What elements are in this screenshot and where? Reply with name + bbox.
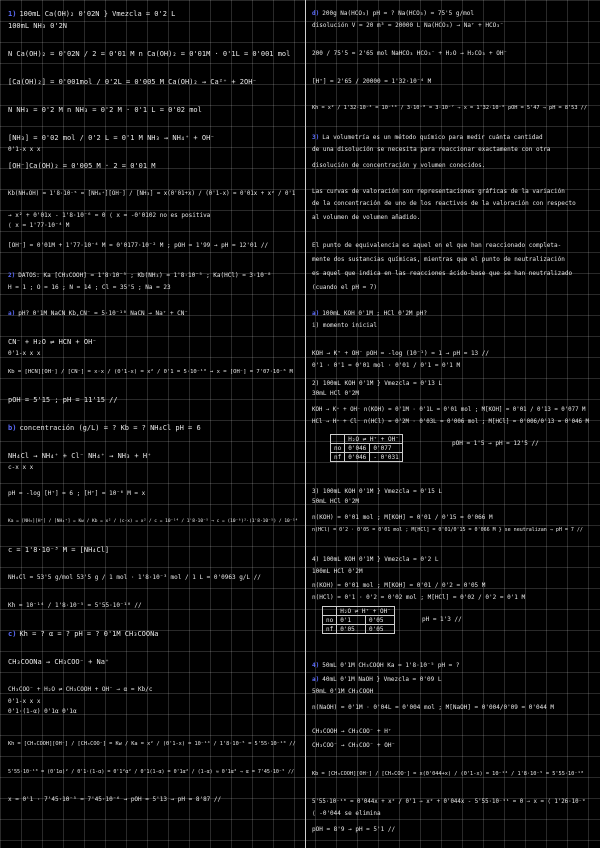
note-line: HCl → H⁺ + Cl⁻ n(HCl) = 0'2M · 0'03L = 0'006 mol ; M[HCl] = 0'006/0'13 = 0'046 M: [312, 419, 589, 425]
note-line: CH₃COOH → CH₃COO⁻ + H⁺: [312, 728, 392, 735]
note-line: x = 0'1 · 7'45·10⁻⁵ = 7'45·10⁻⁶ → pOH = 5'13 → pH = 8'87 //: [8, 796, 222, 803]
note-line: (cuando el pH = 7): [312, 284, 378, 291]
note-line: i) momento inicial: [312, 322, 378, 329]
note-line: CH₃COO⁻ → CH₃COO⁻ + OH⁻: [312, 742, 396, 749]
note-line: 30mL HCl 0'2M: [312, 390, 359, 397]
note-line: ⟨ x = 1'77·10⁻⁴ M: [8, 222, 70, 229]
note-line: N NH₃ = 0'2 M n NH₃ = 0'2 M · 0'1 L = 0'02 mol: [8, 106, 202, 114]
note-line: 4) 100mL KOH 0'1M } Vmezcla = 0'2 L: [312, 556, 439, 563]
note-line: al volumen de volumen añadido.: [312, 214, 421, 221]
note-line: es aquel que indica en las reacciones ácido-base que se han neutralizado: [312, 270, 573, 277]
note-line: 100mL HCl 0'2M: [312, 568, 363, 575]
note-line: [OH⁻]Ca(OH)₂ = 0'005 M · 2 = 0'01 M: [8, 162, 156, 170]
note-line: c-x x x: [8, 464, 34, 471]
note-line: Kb = [HCN][OH⁻] / [CN⁻] = x·x / (0'1-x) = x² / 0'1 = 5·10⁻¹⁰ → x = [OH⁻] = 7'07·10⁻⁶ M: [8, 369, 293, 375]
note-line: 2) DATOS: Ka [CH₃COOH] = 1'8·10⁻⁵ ; Kb(NH₃) = 1'8·10⁻⁵ ; Ka(HCl) = 3·10⁻⁸: [8, 272, 272, 279]
note-line: disolución de concentración y volumen conocidos.: [312, 162, 486, 169]
note-line: pH = -log [H⁺] = 6 ; [H⁺] = 10⁻⁶ M = x: [8, 490, 146, 497]
note-line: 3) La volumetría es un método químico para medir cuánta cantidad: [312, 134, 543, 141]
note-line: Ka = [NH₃][H⁺] / [NH₄⁺] = Kw / Kb = x² / (c-x) = x² / c = 10⁻¹⁴ / 1'8·10⁻⁵ → c = (10⁻⁶)²·(1'8·10⁻⁵) / 10⁻¹⁴: [8, 519, 298, 524]
note-line: Kb(NH₄OH) = 1'8·10⁻⁵ = [NH₄⁺][OH⁻] / [NH₃] = x(0'01+x) / (0'1-x) = 0'01x + x² / 0'1: [8, 191, 296, 197]
note-line: b) concentración (g/L) = ? Kb = ? NH₄Cl pH = 6: [8, 424, 201, 432]
note-line: a) 100mL KOH 0'1M ; HCl 0'2M pH?: [312, 310, 427, 317]
note-line: n(KOH) = 0'01 mol ; M[KOH] = 0'01 / 0'15 = 0'066 M: [312, 514, 493, 521]
note-line: 0'1-x x x: [8, 146, 41, 153]
note-line: mente dos sustancias químicas, mientras que el punto de neutralización: [312, 256, 565, 263]
note-line: 50mL HCl 0'2M: [312, 498, 359, 505]
note-line: Kh = [CH₃COOH][OH⁻] / [CH₃COO⁻] = Kw / Ka = x² / (0'1-x) = 10⁻¹⁴ / 1'8·10⁻⁵ = 5'55·10⁻¹⁰ //: [8, 741, 296, 747]
note-line: 0'1-x x x: [8, 350, 41, 357]
note-line: CN⁻ + H₂O ⇌ HCN + OH⁻: [8, 338, 97, 346]
note-line: de la concentración de uno de los reactivos de la valoración con respecto: [312, 200, 576, 207]
note-line: n(KOH) = 0'01 mol ; M[KOH] = 0'01 / 0'2 = 0'05 M: [312, 582, 486, 589]
note-line: KOH → K⁺ + OH⁻ n(KOH) = 0'1M · 0'1L = 0'01 mol ; M[KOH] = 0'01 / 0'13 = 0'077 M: [312, 407, 586, 413]
note-line: 5'55·10⁻¹⁰ = 0'044x + x² / 0'1 → x² + 0'044x - 5'55·10⁻¹¹ = 0 → x = ⟨ 1'26·10⁻⁹: [312, 799, 586, 805]
note-line: c) Kh = ? α = ? pH = ? 0'1M CH₃COONa: [8, 630, 159, 638]
note-line: 4) 50mL 0'1M CH₃COOH Ka = 1'8·10⁻⁵ pH = ?: [312, 662, 460, 669]
note-line: Las curvas de valoración son representaciones gráficas de la variación: [312, 188, 565, 195]
note-line: 2) 100mL KOH 0'1M } Vmezcla = 0'13 L: [312, 380, 443, 387]
note-line: 5'55·10⁻¹⁰ = (0'1α)² / 0'1·(1-α) = 0'1²α² / 0'1(1-α) = 0'1α² / (1-α) ≈ 0'1α² → α = 7'45·10⁻⁵ //: [8, 769, 294, 775]
note-line: n(NaOH) = 0'1M · 0'04L = 0'004 mol ; M[NaOH] = 0'004/0'09 = 0'044 M: [312, 704, 555, 711]
note-line: [H⁺] = 2'65 / 20000 = 1'32·10⁻⁴ M: [312, 78, 432, 85]
note-line: n(HCl) = 0'1 · 0'2 = 0'02 mol ; M[HCl] = 0'02 / 0'2 = 0'1 M: [312, 594, 526, 601]
note-line: 200 / 75'5 = 2'65 mol NaHCO₃ HCO₃⁻ + H₂O → H₂CO₃ + OH⁻: [312, 50, 508, 57]
note-line: N Ca(OH)₂ = 0'02N / 2 = 0'01 M n Ca(OH)₂ = 0'01M · 0'1L = 0'001 mol: [8, 50, 291, 58]
note-line: d) 200g Na(HCO₃) pH = ? Na(HCO₃) = 75'5 g/mol: [312, 10, 474, 17]
note-line: H = 1 ; O = 16 ; N = 14 ; Cl = 35'5 ; Na = 23: [8, 284, 171, 291]
note-line: pOH = 8'9 → pH = 5'1 //: [312, 826, 396, 833]
note-line: Kb = [CH₃COOH][OH⁻] / [CH₃COO⁻] = x(0'044+x) / (0'1-x) = 10⁻¹⁴ / 1'8·10⁻⁵ = 5'55·10⁻¹⁰: [312, 771, 584, 777]
note-line: 0'1·(1-α) 0'1α 0'1α: [8, 708, 77, 715]
note-line: [Ca(OH)₂] = 0'001mol / 0'2L = 0'005 M Ca(OH)₂ → Ca²⁺ + 2OH⁻: [8, 78, 257, 86]
note-line: 1) 100mL Ca(OH)₂ 0'02N } Vmezcla = 0'2 L: [8, 10, 176, 18]
note-line: 100mL NH₃ 0'2N: [8, 22, 68, 30]
note-line: Kh = x² / 1'32·10⁻⁴ = 10⁻¹⁴ / 3·10⁻⁸ = 3·10⁻⁷ → x = 1'32·10⁻⁶ pOH = 5'47 → pH = 8'53 //: [312, 105, 587, 111]
note-line: a) pH? 0'1M NaCN Kb,CN⁻ = 5·10⁻¹⁰ NaCN → Na⁺ + CN⁻: [8, 310, 189, 317]
note-line: disolución V = 20 m³ = 20000 L Na(HCO₃) → Na⁺ + HCO₃⁻: [312, 22, 504, 29]
note-line: 50mL 0'1M CH₃COOH: [312, 688, 374, 695]
note-line: → x² + 0'01x - 1'8·10⁻⁶ = 0 ⟨ x = -0'0102 no es positiva: [8, 212, 211, 219]
note-line: [NH₃] = 0'02 mol / 0'2 L = 0'1 M NH₃ → NH₄⁺ + OH⁻: [8, 134, 215, 142]
note-line: a) 40mL 0'1M NaOH } Vmezcla = 0'09 L: [312, 676, 442, 683]
note-line: pH = 1'3 //: [422, 616, 462, 623]
note-line: [OH⁻] = 0'01M + 1'77·10⁻⁴ M = 0'0177·10⁻² M ; pOH = 1'99 → pH = 12'01 //: [8, 242, 269, 249]
note-line: NH₄Cl = 53'5 g/mol 53'5 g / 1 mol · 1'8·10⁻³ mol / 1 L = 0'0963 g/L //: [8, 574, 261, 581]
note-line: KOH → K⁺ + OH⁻ pOH = -log (10⁻¹) = 1 → pH = 13 //: [312, 350, 490, 357]
note-line: n(HCl) = 0'2 · 0'05 = 0'01 mol ; M[HCl] = 0'01/0'15 = 0'066 M } se neutralizan → pH = 7 //: [312, 527, 583, 533]
note-line: pOH = 1'5 → pH = 12'5 //: [452, 440, 539, 447]
ice-table: H₂O ⇌ H⁺ + OH⁻ no 0'1 0'05 nf 0'05 0'05: [322, 606, 395, 634]
note-line: 3) 100mL KOH 0'1M } Vmezcla = 0'15 L: [312, 488, 443, 495]
note-line: de una disolución se necesita para reaccionar exactamente con otra: [312, 146, 551, 153]
note-line: pOH = 5'15 ; pH = 11'15 //: [8, 396, 118, 404]
column-divider: [305, 0, 306, 848]
note-line: CH₃COO⁻ + H₂O ⇌ CH₃COOH + OH⁻ → α = Kb/c: [8, 686, 153, 693]
note-line: ⟨ -0'044 se elimina: [312, 810, 381, 817]
note-line: 0'1 · 0'1 = 0'01 mol · 0'01 / 0'1 = 0'1 M: [312, 362, 461, 369]
note-line: c = 1'8·10⁻³ M = [NH₄Cl]: [8, 546, 110, 554]
note-line: El punto de equivalencia es aquel en el que han reaccionado completa-: [312, 242, 562, 249]
note-line: Kh = 10⁻¹⁴ / 1'8·10⁻⁵ = 5'55·10⁻¹⁰ //: [8, 602, 142, 609]
note-line: 0'1-x x x: [8, 698, 41, 705]
note-line: NH₄Cl → NH₄⁺ + Cl⁻ NH₄⁺ → NH₃ + H⁺: [8, 452, 152, 460]
note-line: CH₃COONa → CH₃COO⁻ + Na⁺: [8, 658, 110, 666]
ice-table: H₂O ⇌ H⁺ + OH⁻ no 0'046 0'077 nf 0'046 - 0'031: [330, 434, 403, 462]
